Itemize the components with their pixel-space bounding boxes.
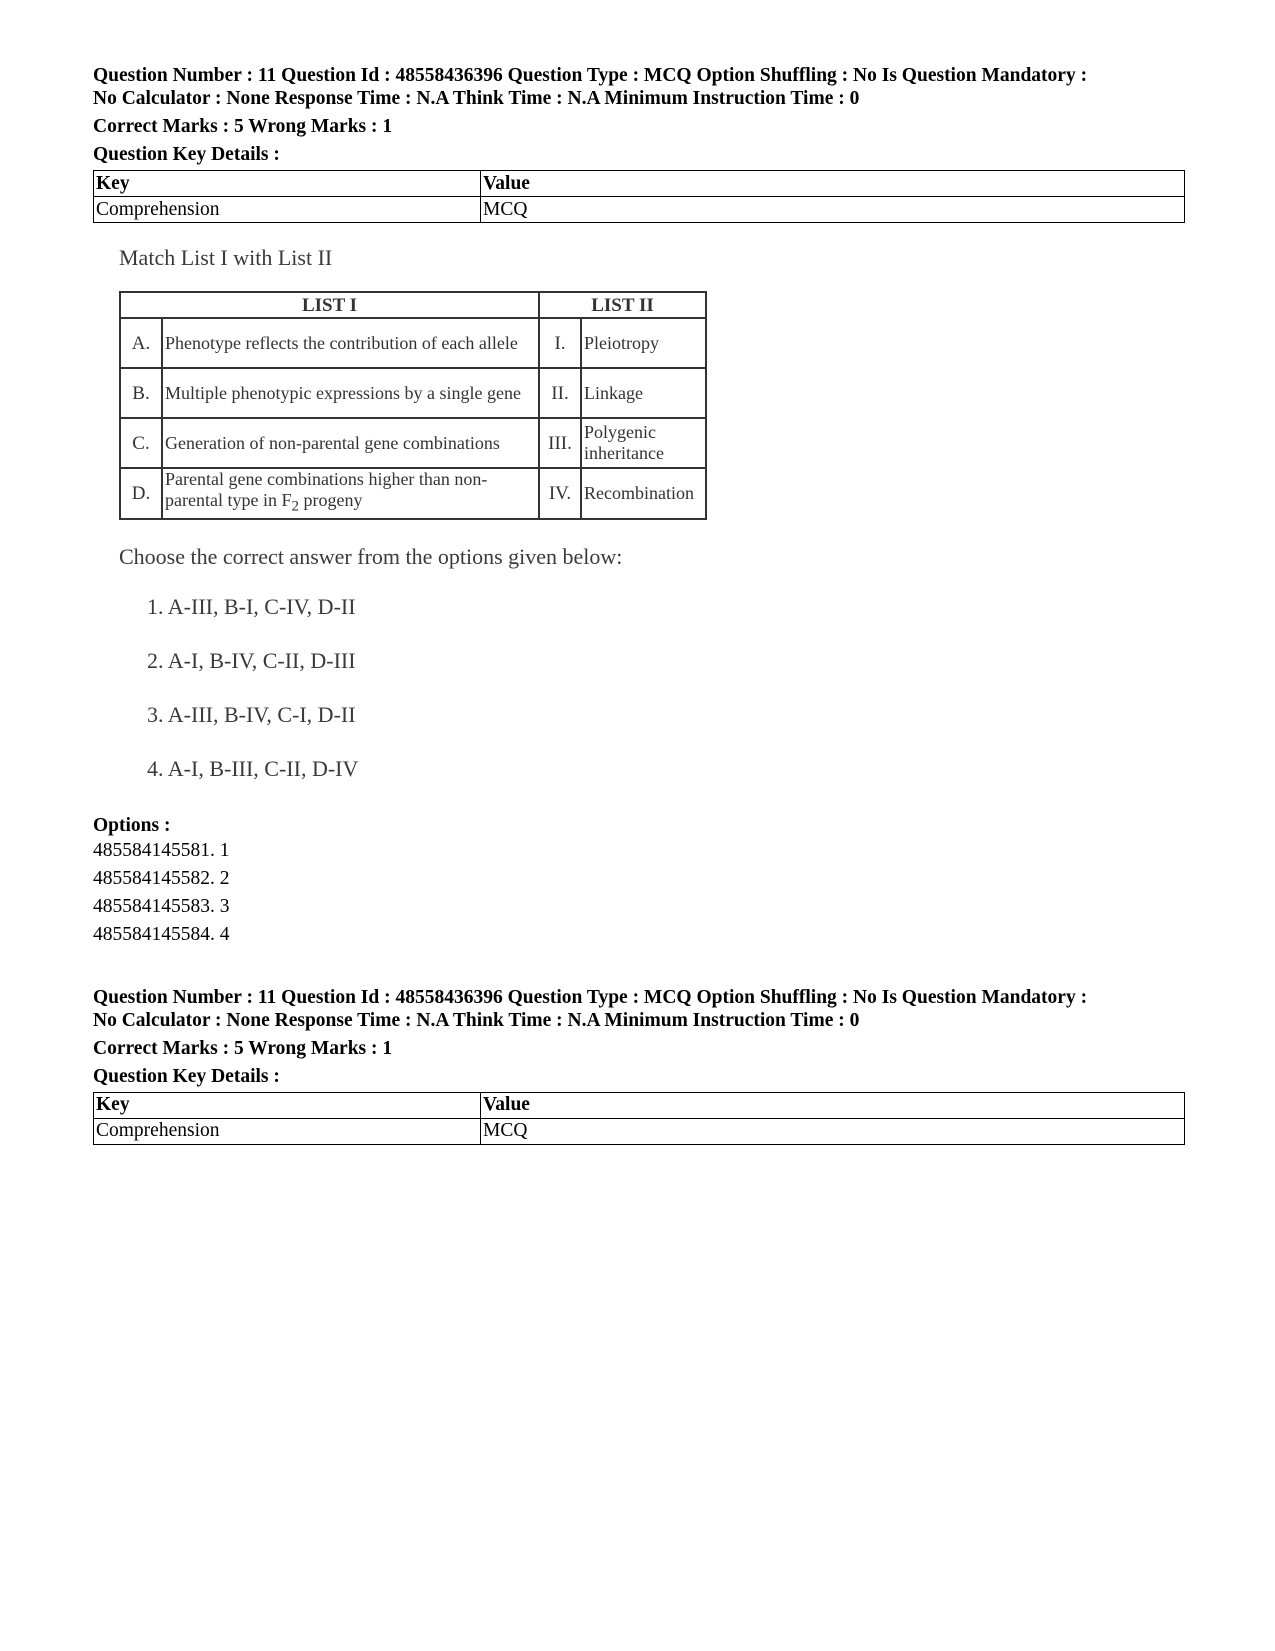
match-table (119, 291, 707, 520)
question-image (119, 245, 1185, 796)
answer-choice: 4. A-I, B-III, C-II, D-IV (147, 755, 359, 781)
answer-choices (147, 580, 1185, 796)
question-title: Match List I with List II (119, 245, 333, 270)
key-table-header-row (94, 171, 1185, 197)
answer-choice: 3. A-III, B-IV, C-I, D-II (147, 701, 356, 727)
option-item: 485584145581. 1 (93, 839, 230, 861)
match-row-d (120, 468, 706, 519)
options-label: Options : (93, 814, 171, 836)
match-row-c (120, 418, 706, 468)
value-cell: MCQ (481, 1118, 1185, 1144)
list2-item: Pleiotropy (581, 318, 706, 368)
subscript: 2 (291, 498, 299, 515)
question-block-1 (93, 64, 1185, 949)
answer-choice: 1. A-III, B-I, C-IV, D-II (147, 593, 356, 619)
key-details-label: Question Key Details : (93, 1065, 280, 1087)
list2-item: Polygenic inheritance (581, 418, 706, 468)
match-row-b (120, 368, 706, 418)
row-letter: C. (120, 418, 162, 468)
list2-item: Recombination (581, 468, 706, 519)
value-header-cell: Value (481, 171, 1185, 197)
key-header-cell: Key (94, 171, 481, 197)
marks-line: Correct Marks : 5 Wrong Marks : 1 (93, 116, 393, 137)
key-cell: Comprehension (94, 197, 481, 223)
row-letter: D. (120, 468, 162, 519)
list1-item-text: Parental gene combinations higher than non-parental type in F (165, 469, 488, 510)
list1-item: Generation of non-parental gene combinations (162, 418, 539, 468)
list1-item: Multiple phenotypic expressions by a single gene (162, 368, 539, 418)
key-details-table (93, 170, 1185, 223)
question-meta-line-2: No Calculator : None Response Time : N.A Think Time : N.A Minimum Instruction Time : 0 (93, 1009, 860, 1031)
match-table-header-row (120, 292, 706, 318)
option-item: 485584145584. 4 (93, 923, 230, 945)
list1-item (162, 468, 539, 519)
list2-item: Linkage (581, 368, 706, 418)
row-numeral: IV. (539, 468, 581, 519)
option-item: 485584145583. 3 (93, 895, 230, 917)
row-letter: A. (120, 318, 162, 368)
value-header-cell: Value (481, 1092, 1185, 1118)
key-table-row (94, 197, 1185, 223)
row-numeral: I. (539, 318, 581, 368)
marks-line: Correct Marks : 5 Wrong Marks : 1 (93, 1037, 393, 1059)
key-table-header-row (94, 1092, 1185, 1118)
option-item: 485584145582. 2 (93, 867, 230, 889)
key-cell: Comprehension (94, 1118, 481, 1144)
list1-header: LIST I (120, 292, 539, 318)
question-meta-line-2: No Calculator : None Response Time : N.A Think Time : N.A Minimum Instruction Time : 0 (93, 88, 860, 109)
key-header-cell: Key (94, 1092, 481, 1118)
list1-item: Phenotype reflects the contribution of each allele (162, 318, 539, 368)
list2-header: LIST II (539, 292, 706, 318)
match-row-a (120, 318, 706, 368)
key-details-table (93, 1092, 1185, 1145)
question-meta-line-1: Question Number : 11 Question Id : 48558436396 Question Type : MCQ Option Shuffling : No Is Question Mandatory : (93, 65, 1088, 86)
list1-item-text-end: progeny (298, 490, 363, 510)
row-numeral: II. (539, 368, 581, 418)
key-details-label: Question Key Details : (93, 144, 280, 165)
row-letter: B. (120, 368, 162, 418)
answer-choice: 2. A-I, B-IV, C-II, D-III (147, 647, 356, 673)
value-cell: MCQ (481, 197, 1185, 223)
page (93, 64, 1185, 1145)
row-numeral: III. (539, 418, 581, 468)
key-table-row (94, 1118, 1185, 1144)
choose-instruction: Choose the correct answer from the options given below: (119, 543, 623, 569)
question-meta-line-1: Question Number : 11 Question Id : 48558436396 Question Type : MCQ Option Shuffling : No Is Question Mandatory : (93, 986, 1088, 1008)
question-block-2 (93, 986, 1185, 1145)
